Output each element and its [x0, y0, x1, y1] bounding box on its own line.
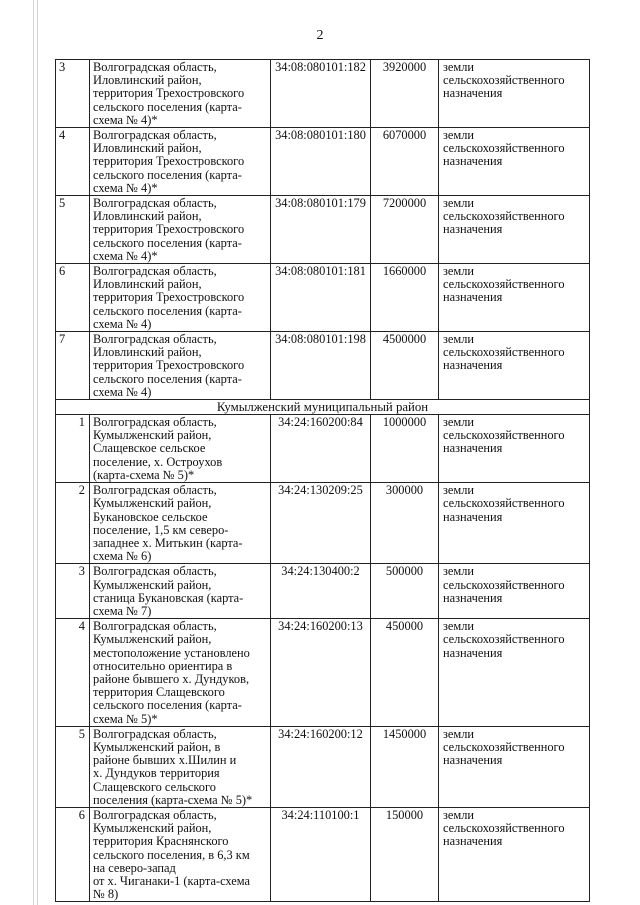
location-line: поселения (карта-схема № 5)*	[93, 792, 253, 807]
cadastral-number: 34:24:130209:25	[271, 483, 371, 564]
location-line: схема № 4)*	[93, 248, 158, 263]
land-category: земли сельскохозяйственного назначения	[439, 196, 590, 264]
cadastral-number: 34:08:080101:198	[271, 332, 371, 400]
table-row	[56, 332, 590, 400]
location-cell	[90, 483, 271, 564]
location-line: Волгоградская область,	[93, 332, 217, 347]
table-row	[56, 807, 590, 901]
location-cell	[90, 60, 271, 128]
location-line: Волгоградская область,	[93, 128, 217, 143]
location-cell	[90, 619, 271, 727]
location-line: Слащевского сельского	[93, 779, 216, 794]
location-line: Кумылженский район,	[93, 577, 212, 592]
row-number: 6	[56, 264, 90, 332]
location-line: Волгоградская область,	[93, 619, 217, 634]
land-category: земли сельскохозяйственного назначения	[439, 128, 590, 196]
location-line: схема № 4)*	[93, 180, 158, 195]
location-line: поселение, х. Остроухов	[93, 454, 223, 469]
table-row	[56, 726, 590, 807]
location-line: территория Трехостровского	[93, 222, 245, 237]
location-line: территория Слащевского	[93, 685, 225, 700]
row-number: 6	[56, 807, 90, 901]
location-line: Волгоградская область,	[93, 726, 217, 741]
location-line: районе бывшего х. Дундуков,	[93, 671, 250, 686]
area-value: 6070000	[371, 128, 439, 196]
location-line: на северо-запад	[93, 860, 176, 875]
location-line: схема № 4)*	[93, 112, 158, 127]
table-row	[56, 60, 590, 128]
table-row	[56, 264, 590, 332]
cadastral-number: 34:08:080101:182	[271, 60, 371, 128]
location-line: Волгоградская область,	[93, 483, 217, 498]
location-line: от х. Чиганаки-1 (карта-схема	[93, 873, 251, 888]
location-line: Кумылженский район,	[93, 821, 212, 836]
cadastral-number: 34:08:080101:179	[271, 196, 371, 264]
location-line: территория Трехостровского	[93, 154, 245, 169]
location-line: Кумылженский район, в	[93, 739, 221, 754]
area-value: 500000	[371, 564, 439, 619]
location-line: станица Букановская (карта-	[93, 590, 244, 605]
location-cell	[90, 415, 271, 483]
location-line: схема № 7)	[93, 603, 152, 618]
location-line: схема № 6)	[93, 549, 152, 564]
row-number: 2	[56, 483, 90, 564]
page-number: 2	[316, 28, 324, 43]
area-value: 4500000	[371, 332, 439, 400]
location-line: Кумылженский район,	[93, 632, 212, 647]
row-number: 3	[56, 60, 90, 128]
row-number: 4	[56, 128, 90, 196]
location-line: Букановское сельское	[93, 509, 208, 524]
area-value: 150000	[371, 807, 439, 901]
location-line: схема № 5)*	[93, 711, 158, 726]
area-value: 3920000	[371, 60, 439, 128]
land-category: земли сельскохозяйственного назначения	[439, 807, 590, 901]
cadastral-number: 34:24:130400:2	[271, 564, 371, 619]
location-line: Иловлинский район,	[93, 209, 202, 224]
area-value: 450000	[371, 619, 439, 727]
cadastral-number: 34:24:160200:12	[271, 726, 371, 807]
location-line: схема № 4)	[93, 316, 152, 331]
location-line: сельского поселения, в 6,3 км	[93, 847, 250, 862]
location-line: Волгоградская область,	[93, 264, 217, 279]
land-category: земли сельскохозяйственного назначения	[439, 726, 590, 807]
row-number: 5	[56, 196, 90, 264]
location-cell	[90, 726, 271, 807]
location-line: сельского поселения (карта-	[93, 698, 242, 713]
table-row	[56, 619, 590, 727]
location-line: х. Дундуков территория	[93, 766, 220, 781]
location-line: территория Трехостровского	[93, 290, 245, 305]
scan-edge-line	[37, 0, 38, 905]
location-line: сельского поселения (карта-	[93, 167, 242, 182]
location-cell	[90, 196, 271, 264]
location-line: относительно ориентира в	[93, 658, 233, 673]
location-line: Иловлинский район,	[93, 345, 202, 360]
location-line: местоположение установлено	[93, 645, 250, 660]
location-cell	[90, 128, 271, 196]
land-category: земли сельскохозяйственного назначения	[439, 415, 590, 483]
land-category: земли сельскохозяйственного назначения	[439, 483, 590, 564]
cadastral-number: 34:24:160200:84	[271, 415, 371, 483]
area-value: 300000	[371, 483, 439, 564]
row-number: 5	[56, 726, 90, 807]
location-cell	[90, 564, 271, 619]
table-row	[56, 483, 590, 564]
location-line: Волгоградская область,	[93, 807, 217, 822]
row-number: 4	[56, 619, 90, 727]
area-value: 1000000	[371, 415, 439, 483]
location-cell	[90, 264, 271, 332]
location-line: № 8)	[93, 887, 119, 902]
table-row	[56, 564, 590, 619]
land-category: земли сельскохозяйственного назначения	[439, 264, 590, 332]
location-line: схема № 4)	[93, 384, 152, 399]
land-category: земли сельскохозяйственного назначения	[439, 564, 590, 619]
location-line: Волгоградская область,	[93, 564, 217, 579]
scan-edge-line	[33, 0, 34, 905]
land-category: земли сельскохозяйственного назначения	[439, 619, 590, 727]
table-body	[56, 60, 590, 902]
table-row	[56, 196, 590, 264]
cadastral-number: 34:24:160200:13	[271, 619, 371, 727]
location-line: сельского поселения (карта-	[93, 371, 242, 386]
section-title: Кумылженский муниципальный район	[56, 400, 590, 415]
cadastral-number: 34:24:110100:1	[271, 807, 371, 901]
location-cell	[90, 807, 271, 901]
area-value: 7200000	[371, 196, 439, 264]
location-line: Иловлинский район,	[93, 277, 202, 292]
land-category: земли сельскохозяйственного назначения	[439, 60, 590, 128]
location-line: территория Трехостровского	[93, 86, 245, 101]
location-line: районе бывших х.Шилин и	[93, 753, 237, 768]
location-cell	[90, 332, 271, 400]
location-line: Слащевское сельское	[93, 441, 206, 456]
table-row	[56, 128, 590, 196]
row-number: 3	[56, 564, 90, 619]
location-line: Волгоградская область,	[93, 60, 217, 74]
area-value: 1450000	[371, 726, 439, 807]
location-line: территория Трехостровского	[93, 358, 245, 373]
land-category: земли сельскохозяйственного назначения	[439, 332, 590, 400]
table-row	[56, 415, 590, 483]
location-line: сельского поселения (карта-	[93, 303, 242, 318]
location-line: Кумылженский район,	[93, 428, 212, 443]
location-line: сельского поселения (карта-	[93, 99, 242, 114]
section-header-row	[56, 400, 590, 415]
location-line: (карта-схема № 5)*	[93, 467, 195, 482]
land-plots-table	[55, 59, 590, 902]
row-number: 1	[56, 415, 90, 483]
area-value: 1660000	[371, 264, 439, 332]
location-line: сельского поселения (карта-	[93, 235, 242, 250]
location-line: Волгоградская область,	[93, 415, 217, 430]
location-line: Иловлинский район,	[93, 141, 202, 156]
location-line: Иловлинский район,	[93, 73, 202, 88]
location-line: Кумылженский район,	[93, 496, 212, 511]
location-line: территория Краснянского	[93, 834, 229, 849]
cadastral-number: 34:08:080101:180	[271, 128, 371, 196]
location-line: Волгоградская область,	[93, 196, 217, 211]
location-line: поселение, 1,5 км северо-	[93, 522, 229, 537]
cadastral-number: 34:08:080101:181	[271, 264, 371, 332]
row-number: 7	[56, 332, 90, 400]
location-line: западнее х. Митькин (карта-	[93, 535, 243, 550]
